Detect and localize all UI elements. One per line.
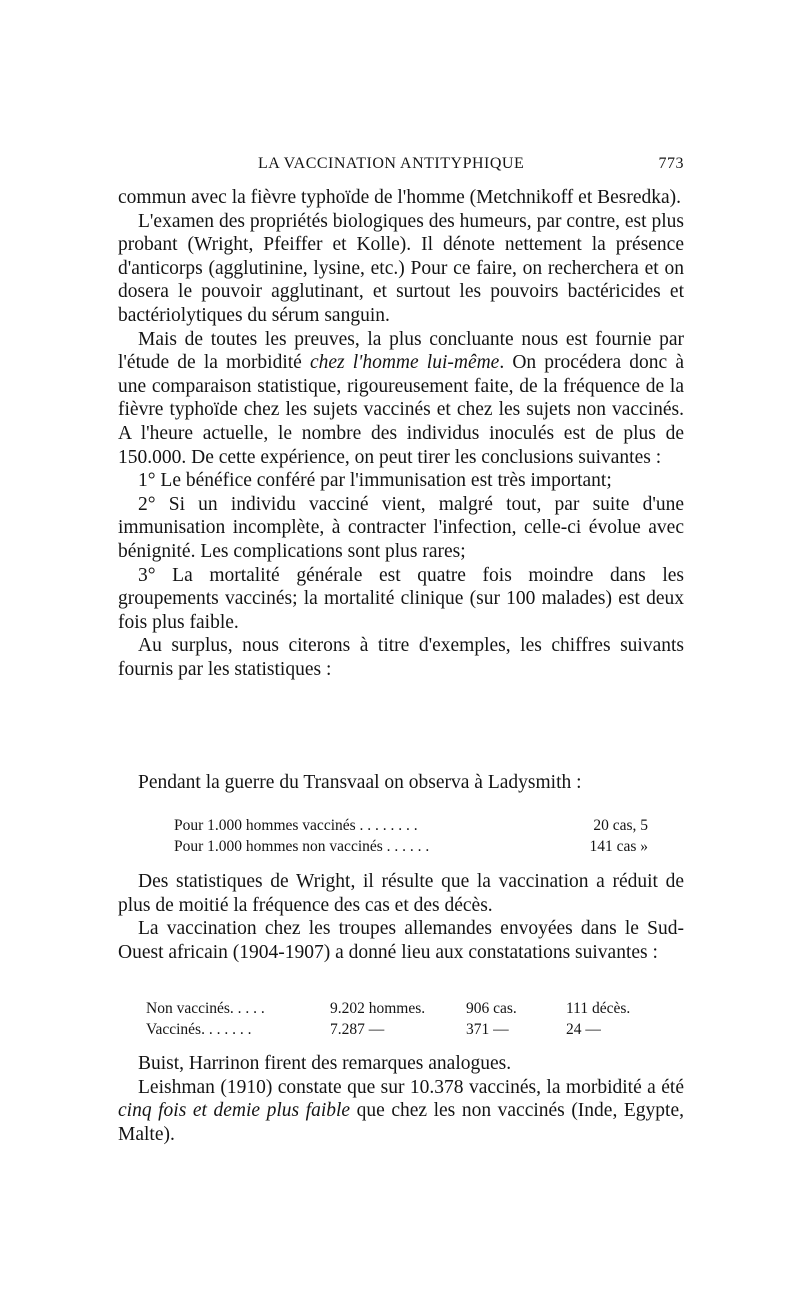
men-count: 9.202 hommes. (330, 1000, 426, 1017)
paragraph-leishman (118, 1076, 684, 1147)
row-value: 20 cas, 5 (593, 817, 648, 834)
ladysmith-table (174, 815, 654, 857)
text-run: . On procédera donc à une comparaison statistique, rigoureusement faite, de la fréquence de la fièvre typhoïde chez les sujets vaccinés et chez les sujets non vaccinés. A l'heure actuelle, le nombre des individus inoculés est de plus de 150.000. De cette expérience, on peut tirer les conclusions suivantes : (118, 352, 684, 468)
death-count: 111 décès. (566, 1000, 631, 1017)
conclusion-1: 1° Le bénéfice conféré par l'immunisation est très important; (138, 470, 612, 492)
case-count: 371 — (466, 1021, 509, 1038)
text-run: Mais de toutes les preuves, la plus concluante nous est fournie par l'étude de la morbidité (118, 328, 684, 374)
death-count: 24 — (566, 1021, 601, 1038)
running-header (136, 155, 684, 179)
paragraph-continuation: commun avec la fièvre typhoïde de l'homme (Metchnikoff et Besredka). (118, 187, 682, 208)
table-caption: Pendant la guerre du Transvaal on observa à Ladysmith : (138, 772, 582, 793)
text-after-table (118, 870, 684, 964)
men-count: 7.287 — (330, 1021, 385, 1038)
case-count: 906 cas. (466, 1000, 517, 1017)
paragraph-wright: Des statistiques de Wright, il résulte que la vaccination a réduit de plus de moitié la fréquence des cas et des décès. (118, 871, 684, 916)
paragraph-examen: L'examen des propriétés biologiques des humeurs, par contre, est plus probant (Wright, Pfeiffer et Kolle). Il dénote nettement la présence d'anticorps (agglutinine, lysine, etc.) Pour ce faire, on recherchera et on dosera le pouvoir agglutinant, et surtout les pouvoirs bactéricides et bactériolytiques du sérum sanguin. (118, 210, 684, 326)
conclusion-3: 3° La mortalité générale est quatre fois moindre dans les groupements vaccinés; la mortalité clinique (sur 100 malades) est deux fois plus faible. (118, 564, 684, 633)
paragraph-preuves (118, 328, 684, 470)
text-run: Leishman (1910) constate que sur 10.378 vaccinés, la morbidité a été (138, 1076, 684, 1098)
page-number: 773 (658, 155, 684, 172)
table-row (174, 815, 654, 836)
text-run: que chez les non vaccinés (Inde, Egypte, Malte). (118, 1100, 684, 1145)
italic-emphasis: cinq fois et demie plus faible (118, 1100, 351, 1122)
table-row (174, 836, 654, 857)
conclusion-2: 2° Si un individu vacciné vient, malgré tout, par suite d'une immunisation incomplète, à contracter l'infection, celle-ci évolue avec bénignité. Les complications sont plus rares; (118, 493, 684, 562)
table-row (146, 1019, 666, 1040)
paragraph-surplus: Au surplus, nous citerons à titre d'exemples, les chiffres suivants fournis par les statistiques : (118, 635, 684, 680)
german-troops-table (146, 998, 666, 1040)
running-title: LA VACCINATION ANTITYPHIQUE (258, 155, 525, 172)
row-value: 141 cas » (589, 838, 648, 855)
paragraph-buist: Buist, Harrinon firent des remarques analogues. (138, 1053, 512, 1074)
closing-text (118, 1052, 684, 1146)
row-label: Non vaccinés. . . . . (146, 1000, 265, 1017)
row-label: Pour 1.000 hommes non vaccinés . . . . . . (174, 838, 430, 855)
row-label: Vaccinés. . . . . . . (146, 1021, 252, 1038)
main-text (118, 186, 684, 681)
paragraph-sud-ouest: La vaccination chez les troupes allemandes envoyées dans le Sud-Ouest africain (1904-1907) a donné lieu aux constatations suivantes : (118, 918, 684, 963)
italic-emphasis: chez l'homme lui-même (309, 352, 500, 374)
table-row (146, 998, 666, 1019)
row-label: Pour 1.000 hommes vaccinés . . . . . . . . (174, 817, 418, 834)
